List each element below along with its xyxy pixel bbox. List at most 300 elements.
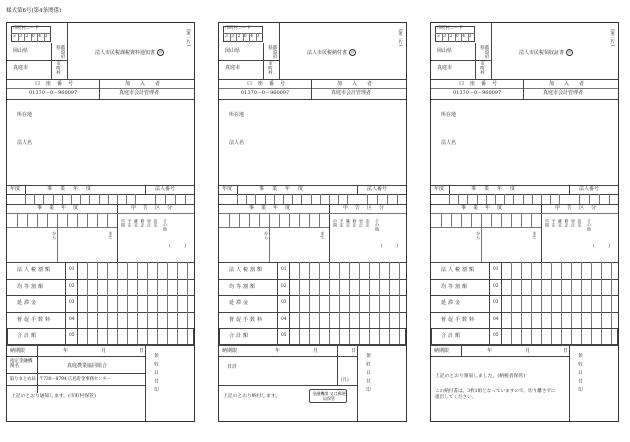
amount-row-label: 法人税割額 bbox=[229, 267, 265, 273]
address-label: 所在地 bbox=[229, 112, 245, 118]
amount-row-label: 均等割額 bbox=[441, 283, 470, 290]
prefecture-name: 岡山県 bbox=[437, 48, 453, 54]
amount-row-no: 04 bbox=[281, 316, 287, 322]
pref-divider bbox=[7, 60, 67, 61]
amount-row-no: 05 bbox=[493, 333, 499, 338]
filing-type-label: 申告区分 bbox=[131, 205, 180, 211]
city-code-digit: 3 bbox=[437, 34, 440, 39]
subscriber-label: 加入者 bbox=[125, 81, 171, 87]
city-code-label: 市町村コード bbox=[13, 26, 39, 31]
form-caption: 様式第6号(第4条関係) bbox=[6, 8, 62, 14]
payment-form-3 bbox=[430, 22, 619, 422]
date-cell-divider bbox=[17, 213, 18, 227]
pref-divider bbox=[431, 60, 491, 61]
fiscal-cell-divider bbox=[467, 194, 468, 204]
footer-text: 上記のとおり領収しました。(納税者保管) bbox=[435, 374, 526, 379]
fiscal-cell-divider bbox=[495, 194, 496, 204]
date-cell-divider bbox=[47, 213, 48, 227]
city-code-digit-divider bbox=[24, 33, 25, 42]
fiscal-divider-1 bbox=[25, 185, 26, 194]
city-code-digit: 3 bbox=[256, 34, 260, 39]
corp-name-label: 法人名 bbox=[441, 140, 457, 146]
fiscal-cell-divider bbox=[541, 194, 542, 204]
filing-bottom bbox=[7, 262, 194, 263]
date-cell-divider bbox=[319, 213, 320, 227]
subscriber-name: 真庭市会計管理者 bbox=[543, 90, 584, 96]
city-note: 市町村 bbox=[55, 61, 61, 75]
total-highlight bbox=[7, 328, 194, 345]
daily-divider bbox=[337, 345, 338, 385]
filing-type-2[interactable]: 予定 bbox=[127, 219, 133, 227]
fiscal-cell-divider bbox=[255, 194, 256, 204]
fiscal-cell-divider bbox=[53, 194, 54, 204]
fiscal-cell-divider bbox=[301, 194, 302, 204]
amount-row-label: 法人税割額 bbox=[441, 267, 477, 273]
city-code-label: 市町村コード bbox=[437, 26, 463, 31]
business-year-label-2: 事業年度 bbox=[249, 205, 298, 211]
amount-row-label: 督促手数料 bbox=[17, 316, 53, 323]
fiscal-cell-divider bbox=[477, 194, 478, 204]
payment-form-2 bbox=[218, 22, 407, 422]
fiscal-cell-divider bbox=[89, 194, 90, 204]
payment-form-1 bbox=[6, 22, 195, 422]
corp-name-label: 法人名 bbox=[17, 140, 33, 146]
prefecture-name: 岡山県 bbox=[225, 48, 241, 54]
fiscal-cell-divider bbox=[283, 194, 284, 204]
date-cell-divider bbox=[269, 213, 270, 227]
footer-text: 上記のとおり通知します。(市町村保管) bbox=[11, 394, 96, 399]
city-code-digit-divider bbox=[448, 33, 449, 42]
prefecture-name: 岡山県 bbox=[13, 48, 29, 54]
account-no: 01370－0－960097 bbox=[453, 90, 502, 96]
amount-row-line bbox=[431, 279, 618, 280]
header-vertical bbox=[67, 23, 68, 79]
filing-type-1[interactable]: 中間 bbox=[333, 219, 338, 227]
filing-type-5[interactable]: 更正 bbox=[147, 219, 152, 227]
due-date-value: 年 月 日 bbox=[487, 348, 583, 354]
pref-divider bbox=[219, 60, 279, 61]
amount-row-no: 01 bbox=[281, 267, 287, 272]
city-code-digit: 2 bbox=[237, 34, 241, 39]
fiscal-cell-divider bbox=[338, 194, 339, 204]
form-title bbox=[95, 49, 164, 56]
city-code-digit: 3 bbox=[468, 34, 472, 39]
fiscal-cell-divider bbox=[99, 194, 100, 204]
filing-header-line bbox=[7, 213, 194, 214]
account-header-line bbox=[431, 88, 618, 89]
receipt-divider bbox=[569, 345, 570, 421]
filing-type-6[interactable]: 決定 bbox=[365, 219, 371, 227]
amount-row-label: 延滞金 bbox=[441, 300, 463, 306]
fiscal-divider-2 bbox=[357, 185, 358, 194]
date-cell-divider bbox=[229, 213, 230, 227]
pref-vertical bbox=[51, 43, 52, 79]
fiscal-cell-divider bbox=[532, 194, 533, 204]
stamp-box bbox=[309, 389, 347, 403]
city-code-digit-divider bbox=[249, 33, 250, 42]
form-title-text: 法人市民税領収証書 bbox=[519, 50, 565, 56]
date-cell-divider bbox=[511, 213, 512, 227]
seal-mark-icon: ㊞ bbox=[350, 50, 355, 54]
prefecture-note: 都道府県 bbox=[267, 45, 277, 59]
amount-row-line bbox=[7, 295, 194, 296]
date-cell-divider bbox=[471, 213, 472, 227]
fiscal-cell-divider bbox=[126, 194, 127, 204]
date-cell-divider bbox=[521, 213, 522, 227]
date-cell-divider bbox=[77, 213, 78, 227]
corp-no-label: 法人番号 bbox=[579, 186, 600, 192]
amount-row-line bbox=[219, 295, 406, 296]
account-header-line bbox=[219, 88, 406, 89]
prefecture-note: 都道府県 bbox=[55, 45, 65, 59]
filing-type-4[interactable]: 修正 bbox=[140, 219, 146, 227]
date-cell-divider bbox=[259, 213, 260, 227]
city-code-digit-divider bbox=[461, 33, 462, 42]
bank-bottom bbox=[7, 373, 145, 374]
amount-row-no: 04 bbox=[69, 316, 75, 322]
filing-type-5[interactable]: 更正 bbox=[571, 219, 576, 227]
header-vertical bbox=[279, 23, 280, 79]
account-divider bbox=[99, 79, 100, 99]
fiscal-cell-divider bbox=[108, 194, 109, 204]
city-code-digit-divider bbox=[236, 33, 237, 42]
fiscal-cell-divider bbox=[117, 194, 118, 204]
amount-row-no: 04 bbox=[493, 316, 499, 322]
filing-type-label: 申告区分 bbox=[555, 205, 604, 211]
to-label: まで bbox=[319, 231, 325, 240]
receipt-divider bbox=[357, 345, 358, 421]
filing-bottom bbox=[219, 262, 406, 263]
other-label: その他 bbox=[163, 219, 168, 231]
due-bottom bbox=[7, 356, 145, 357]
filing-type-3[interactable]: 確定 bbox=[346, 219, 351, 227]
other-label: その他 bbox=[375, 219, 380, 231]
city-note: 市町村 bbox=[479, 61, 485, 75]
from-to-divider bbox=[57, 227, 58, 262]
amount-row-line bbox=[431, 295, 618, 296]
instruction-note: この納付書は、3枚1組となっていますので、切り離さずに提出してください。 bbox=[435, 389, 556, 401]
fiscal-cell-divider bbox=[458, 194, 459, 204]
copy-label: (第二片) bbox=[397, 29, 403, 47]
city-code-digit-divider bbox=[442, 33, 443, 42]
other-label: その他 bbox=[587, 219, 592, 231]
fiscal-cell-divider bbox=[311, 194, 312, 204]
date-cell-divider bbox=[27, 213, 28, 227]
receipt-divider bbox=[145, 345, 146, 421]
amount-row-label: 督促手数料 bbox=[441, 316, 477, 323]
fiscal-year-label: 年度 bbox=[222, 186, 233, 192]
form-title-text: 法人市民税課税資料通知書 bbox=[95, 50, 156, 56]
footer-text: 上記のとおり納付します。 bbox=[223, 394, 281, 399]
amount-row-no: 05 bbox=[69, 333, 75, 338]
fiscal-cell-divider bbox=[449, 194, 450, 204]
amount-row-line bbox=[7, 279, 194, 280]
city-code-digit: 0 bbox=[243, 34, 247, 39]
city-code-digit: 3 bbox=[231, 34, 235, 39]
business-year-label: 事業年度 bbox=[47, 186, 100, 192]
amount-row-label: 延滞金 bbox=[17, 300, 39, 306]
city-code-digit: 0 bbox=[455, 34, 459, 39]
corp-no-cell-divider bbox=[185, 194, 186, 204]
amount-row-no: 02 bbox=[493, 283, 499, 289]
city-code-digit: 3 bbox=[443, 34, 447, 39]
date-cell-divider bbox=[299, 213, 300, 227]
city-code-label: 市町村コード bbox=[225, 26, 251, 31]
filing-type-4[interactable]: 修正 bbox=[564, 219, 570, 227]
filing-type-4[interactable]: 修正 bbox=[352, 219, 358, 227]
fiscal-cell-divider bbox=[559, 194, 560, 204]
account-no-label: 口座番号 bbox=[35, 81, 80, 87]
filing-header-line bbox=[431, 213, 618, 214]
account-header-line bbox=[7, 88, 194, 89]
date-cell-divider bbox=[441, 213, 442, 227]
account-bottom bbox=[7, 99, 194, 100]
account-no: 01370－0－960097 bbox=[29, 90, 78, 96]
city-code-digit-divider bbox=[18, 33, 19, 42]
fiscal-cell-divider bbox=[504, 194, 505, 204]
subscriber-name: 真庭市会計管理者 bbox=[331, 90, 372, 96]
filing-header-line bbox=[219, 213, 406, 214]
filing-type-2[interactable]: 予定 bbox=[551, 219, 557, 227]
filing-type-3[interactable]: 確定 bbox=[134, 219, 139, 227]
date-cell-divider bbox=[97, 213, 98, 227]
city-code-digit-divider bbox=[230, 33, 231, 42]
from-to-divider bbox=[481, 227, 482, 262]
account-no-label: 口座番号 bbox=[459, 81, 504, 87]
from-to-divider bbox=[269, 227, 270, 262]
account-bottom bbox=[219, 99, 406, 100]
corp-no-cell-divider bbox=[175, 194, 176, 204]
date-cell-divider bbox=[37, 213, 38, 227]
corp-no-cell-divider bbox=[165, 194, 166, 204]
fiscal-cell-divider bbox=[62, 194, 63, 204]
other-paren: ( ) bbox=[169, 244, 187, 249]
pref-vertical bbox=[475, 43, 476, 79]
date-cell-divider bbox=[239, 213, 240, 227]
fiscal-cell-divider bbox=[80, 194, 81, 204]
filing-type-5[interactable]: 更正 bbox=[359, 219, 364, 227]
date-cell-divider bbox=[107, 213, 108, 227]
due-date-label: 納期限 bbox=[434, 348, 450, 354]
fiscal-cell-divider bbox=[71, 194, 72, 204]
city-name: 真庭市 bbox=[437, 65, 453, 71]
daily-total-label: 日計 bbox=[227, 364, 238, 370]
city-code-digit-divider bbox=[468, 33, 469, 42]
receipt-stamp-label: 領収日付印 bbox=[365, 353, 371, 396]
subscriber-label: 加入者 bbox=[549, 81, 595, 87]
city-code-digit: 4 bbox=[250, 34, 253, 39]
city-code-digit: 4 bbox=[462, 34, 465, 39]
date-cell-divider bbox=[481, 213, 482, 227]
filing-type-2[interactable]: 予定 bbox=[339, 219, 345, 227]
amount-row-line bbox=[431, 312, 618, 313]
subscriber-name: 真庭市会計管理者 bbox=[119, 90, 160, 96]
total-highlight bbox=[431, 328, 618, 345]
city-code-digit-divider bbox=[31, 33, 32, 42]
corp-no-cell-divider bbox=[155, 194, 156, 204]
header-bottom bbox=[219, 79, 406, 80]
seal-mark-icon: ㊞ bbox=[567, 50, 572, 54]
fiscal-cell-divider bbox=[246, 194, 247, 204]
amount-row-label: 督促手数料 bbox=[229, 316, 265, 323]
date-cell-divider bbox=[279, 213, 280, 227]
fiscal-cell-divider bbox=[329, 194, 330, 204]
fiscal-cell-divider bbox=[486, 194, 487, 204]
account-no: 01370－0－960097 bbox=[241, 90, 290, 96]
stamp-box-text: 金融機関 又は郵便局保管 bbox=[312, 391, 346, 401]
filing-type-6[interactable]: 決定 bbox=[577, 219, 583, 227]
fiscal-cell-divider bbox=[25, 194, 26, 204]
city-code-digit: 3 bbox=[225, 34, 228, 39]
handling-label: 取りまとめ局 bbox=[10, 377, 36, 382]
date-cell-divider bbox=[491, 213, 492, 227]
filing-type-label: 申告区分 bbox=[343, 205, 392, 211]
city-code-digit: 3 bbox=[44, 34, 48, 39]
fiscal-cell-divider bbox=[292, 194, 293, 204]
city-code-digit: 0 bbox=[31, 34, 35, 39]
amount-row-no: 02 bbox=[281, 283, 287, 289]
from-label: から bbox=[475, 231, 481, 240]
seal-mark-icon: ㊞ bbox=[158, 50, 163, 54]
corp-no-cell-divider bbox=[589, 194, 590, 204]
city-code-digit-divider bbox=[455, 33, 456, 42]
from-label: から bbox=[51, 231, 57, 240]
address-label: 所在地 bbox=[441, 112, 457, 118]
amount-row-label: 均等割額 bbox=[17, 283, 46, 290]
date-cells-bottom bbox=[219, 227, 329, 228]
date-cell-divider bbox=[87, 213, 88, 227]
due-date-label: 納期限 bbox=[222, 348, 238, 354]
other-paren: ( ) bbox=[593, 244, 611, 249]
business-year-label-2: 事業年度 bbox=[461, 205, 510, 211]
copy-label: (第三片) bbox=[609, 29, 615, 47]
from-label: から bbox=[263, 231, 269, 240]
filing-type-1[interactable]: 中間 bbox=[545, 219, 550, 227]
amount-row-no: 05 bbox=[281, 333, 287, 338]
header-bottom bbox=[7, 79, 194, 80]
date-cells-bottom bbox=[431, 227, 541, 228]
corp-no-cell-divider bbox=[377, 194, 378, 204]
filing-type-3[interactable]: 確定 bbox=[558, 219, 563, 227]
bank-label: 指定金融機関名 bbox=[10, 359, 33, 369]
date-cell-divider bbox=[309, 213, 310, 227]
amount-row-no: 03 bbox=[493, 300, 499, 305]
account-divider bbox=[523, 79, 524, 99]
prefecture-note: 都道府県 bbox=[479, 45, 489, 59]
business-year-label-2: 事業年度 bbox=[37, 205, 86, 211]
fiscal-divider-2 bbox=[569, 185, 570, 194]
city-code-digit-divider bbox=[37, 33, 38, 42]
business-year-label: 事業年度 bbox=[471, 186, 524, 192]
due-divider bbox=[461, 345, 462, 356]
amount-row-no: 01 bbox=[69, 267, 75, 272]
corp-no-cell-divider bbox=[579, 194, 580, 204]
bank-name: 真庭農業協同組合 bbox=[67, 363, 108, 369]
city-code-digit: 2 bbox=[449, 34, 453, 39]
amount-row-no: 01 bbox=[493, 267, 499, 272]
corp-no-cell-divider bbox=[397, 194, 398, 204]
date-cell-divider bbox=[531, 213, 532, 227]
fiscal-divider-1 bbox=[237, 185, 238, 194]
date-cell-divider bbox=[249, 213, 250, 227]
corp-no-cell-divider bbox=[387, 194, 388, 204]
date-cell-divider bbox=[461, 213, 462, 227]
corp-no-cell-divider bbox=[367, 194, 368, 204]
corp-no-label: 法人番号 bbox=[155, 186, 176, 192]
amount-row-label: 法人税割額 bbox=[17, 267, 53, 273]
amount-row-label: 延滞金 bbox=[229, 300, 251, 306]
date-cell-divider bbox=[67, 213, 68, 227]
fiscal-cell-divider bbox=[237, 194, 238, 204]
date-cell-divider bbox=[451, 213, 452, 227]
receipt-stamp-label: 領収日付印 bbox=[577, 353, 583, 396]
city-code-digit-divider bbox=[44, 33, 45, 42]
corp-no-cell-divider bbox=[599, 194, 600, 204]
fiscal-divider-1 bbox=[449, 185, 450, 194]
amount-row-line bbox=[219, 279, 406, 280]
amount-row-no: 02 bbox=[69, 283, 75, 289]
date-cell-divider bbox=[57, 213, 58, 227]
fiscal-cell-divider bbox=[34, 194, 35, 204]
form-title-text: 法人市民税納付書 bbox=[307, 50, 348, 56]
account-no-label: 口座番号 bbox=[247, 81, 292, 87]
amount-row-no: 03 bbox=[69, 300, 75, 305]
business-year-label: 事業年度 bbox=[259, 186, 312, 192]
fiscal-cell-divider bbox=[135, 194, 136, 204]
date-cell-divider bbox=[501, 213, 502, 227]
month-note: (月) bbox=[341, 378, 349, 383]
corp-name-label: 法人名 bbox=[229, 140, 245, 146]
city-note: 市町村 bbox=[267, 61, 273, 75]
fiscal-cell-divider bbox=[513, 194, 514, 204]
filing-type-6[interactable]: 決定 bbox=[153, 219, 159, 227]
city-code-digit: 3 bbox=[13, 34, 16, 39]
fiscal-cell-divider bbox=[550, 194, 551, 204]
city-name: 真庭市 bbox=[225, 65, 241, 71]
handling-value: 〒730－8794 広島貯金事務センター bbox=[39, 377, 111, 382]
amount-row-label: 合計額 bbox=[229, 333, 251, 339]
amount-row-line bbox=[7, 312, 194, 313]
date-cells-bottom bbox=[7, 227, 117, 228]
date-cell-divider bbox=[289, 213, 290, 227]
daily-bottom bbox=[219, 385, 357, 386]
header-vertical bbox=[491, 23, 492, 79]
due-date-label: 納期限 bbox=[10, 348, 26, 354]
amount-row-line bbox=[219, 312, 406, 313]
fiscal-cell-divider bbox=[43, 194, 44, 204]
fiscal-cell-divider bbox=[347, 194, 348, 204]
form-title bbox=[519, 49, 573, 56]
city-code-digit: 4 bbox=[38, 34, 41, 39]
amount-row-no: 03 bbox=[281, 300, 287, 305]
city-code-digit-divider bbox=[243, 33, 244, 42]
to-label: まで bbox=[107, 231, 113, 240]
account-bottom bbox=[431, 99, 618, 100]
other-paren: ( ) bbox=[381, 244, 399, 249]
city-code-digit: 3 bbox=[19, 34, 23, 39]
total-highlight bbox=[219, 328, 406, 345]
due-date-value: 年 月 日 bbox=[63, 348, 159, 354]
fiscal-cell-divider bbox=[523, 194, 524, 204]
fiscal-divider-2 bbox=[145, 185, 146, 194]
header-bottom bbox=[431, 79, 618, 80]
form-title bbox=[307, 49, 356, 56]
handling-bottom bbox=[7, 385, 145, 386]
filing-type-1[interactable]: 中間 bbox=[121, 219, 126, 227]
pref-vertical bbox=[263, 43, 264, 79]
fiscal-cell-divider bbox=[274, 194, 275, 204]
due-bottom bbox=[431, 356, 569, 357]
